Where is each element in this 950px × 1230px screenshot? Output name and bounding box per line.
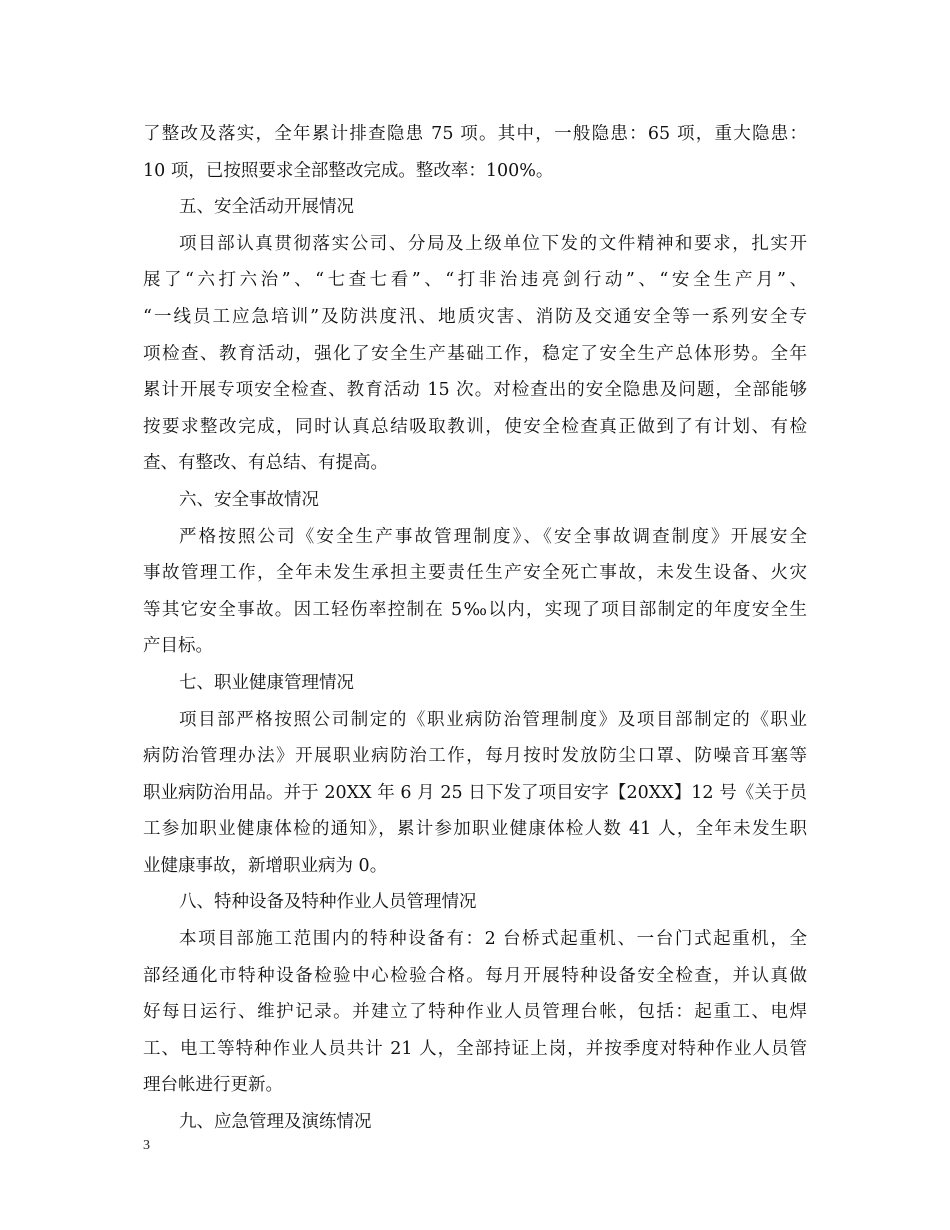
body-line: 等其它安全事故。因工轻伤率控制在 5‰以内，实现了项目部制定的年度安全生	[143, 599, 807, 620]
body-line: 展了“六打六治”、“七查七看”、“打非治违亮剑行动”、“安全生产月”、	[143, 270, 807, 291]
body-line: 工参加职业健康体检的通知》，累计参加职业健康体检人数 41 人，全年未发生职	[143, 819, 807, 840]
section-heading: 六、安全事故情况	[179, 489, 319, 510]
body-line: 累计开展专项安全检查、教育活动 15 次。对检查出的安全隐患及问题，全部能够	[143, 380, 807, 401]
body-line: 按要求整改完成，同时认真总结吸取教训，使安全检查真正做到了有计划、有检	[143, 416, 807, 437]
page-number: 3	[143, 1138, 150, 1153]
body-line: 项目部认真贯彻落实公司、分局及上级单位下发的文件精神和要求，扎实开	[179, 233, 807, 254]
body-line: 部经通化市特种设备检验中心检验合格。每月开展特种设备安全检查，并认真做	[143, 965, 807, 986]
body-line: 理台帐进行更新。	[143, 1075, 283, 1096]
body-line: 职业病防治用品。并于 20XX 年 6 月 25 日下发了项目安字【20XX】12 号《关于员	[143, 782, 807, 803]
body-line: 了整改及落实，全年累计排查隐患 75 项。其中，一般隐患：65 项，重大隐患：	[143, 124, 807, 144]
section-heading: 五、安全活动开展情况	[179, 197, 354, 218]
body-line: 项目部严格按照公司制定的《职业病防治管理制度》及项目部制定的《职业	[179, 709, 807, 730]
body-line: 本项目部施工范围内的特种设备有：2 台桥式起重机、一台门式起重机，全	[179, 929, 807, 950]
body-line: 事故管理工作，全年未发生承担主要责任生产安全死亡事故，未发生设备、火灾	[143, 563, 807, 584]
body-line: 严格按照公司《安全生产事故管理制度》、《安全事故调查制度》开展安全	[179, 526, 807, 547]
section-heading: 九、应急管理及演练情况	[179, 1112, 372, 1133]
body-line: 好每日运行、维护记录。并建立了特种作业人员管理台帐，包括：起重工、电焊	[143, 1002, 807, 1023]
body-line: 病防治管理办法》开展职业病防治工作，每月按时发放防尘口罩、防噪音耳塞等	[143, 746, 807, 767]
body-line: 产目标。	[143, 636, 213, 657]
section-heading: 七、职业健康管理情况	[179, 672, 354, 693]
body-line: 工、电工等特种作业人员共计 21 人，全部持证上岗，并按季度对特种作业人员管	[143, 1038, 807, 1059]
section-heading: 八、特种设备及特种作业人员管理情况	[179, 892, 477, 913]
body-line: 查、有整改、有总结、有提高。	[143, 453, 388, 474]
body-line: 10 项，已按照要求全部整改完成。整改率：100%。	[143, 160, 554, 181]
body-line: 项检查、教育活动，强化了安全生产基础工作，稳定了安全生产总体形势。全年	[143, 343, 807, 364]
document-body	[143, 116, 807, 1141]
body-line: 业健康事故，新增职业病为 0。	[143, 855, 388, 876]
body-line: “一线员工应急培训”及防洪度汛、地质灾害、消防及交通安全等一系列安全专	[143, 306, 807, 327]
